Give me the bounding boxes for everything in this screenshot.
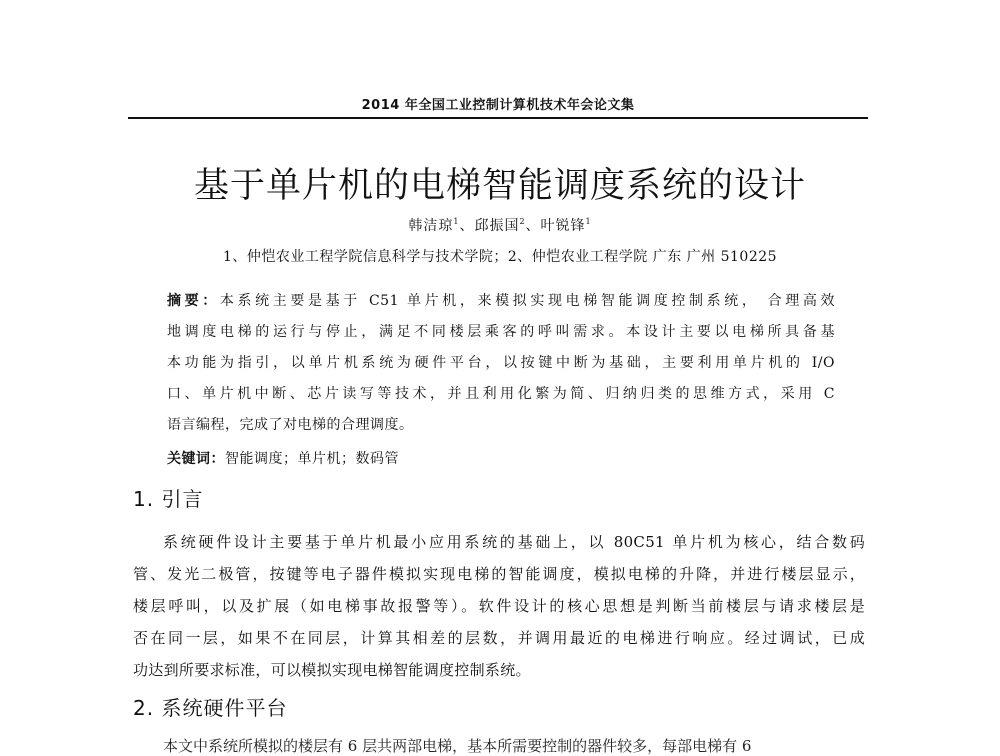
author-affil-mark: 1 [585,217,592,226]
paper-title: 基于单片机的电梯智能调度系统的设计 [193,166,806,206]
keywords-label: 关键词： [167,451,225,467]
abstract-line: 本功能为指引，以单片机系统为硬件平台，以按键中断为基础，主要利用单片机的 I/O [167,355,835,371]
author-list [100,215,900,235]
author-affil-mark: 1 [453,217,460,226]
abstract-line: 口、单片机中断、芯片读写等技术，并且利用化繁为简、归纳归类的思维方式，采用 C [167,386,835,402]
abstract-line [167,290,835,310]
body-line: 功达到所要求标准，可以模拟实现电梯智能调度控制系统。 [133,661,531,679]
header-rule [128,117,868,119]
abstract-text: 本系统主要是基于 C51 单片机，来模拟实现电梯智能调度控制系统， 合理高效 [219,293,835,309]
author-name: 邱振国 [474,218,520,234]
body-line-cutoff: 本文中系统所模拟的楼层有 6 层共两部电梯，基本所需要控制的器件较多，每部电梯有 6 [163,737,752,755]
keywords-text: 智能调度；单片机；数码管 [225,451,399,467]
author-name: 叶锐锋 [540,218,586,234]
running-header: 2014 年全国工业控制计算机技术年会论文集 [361,98,635,113]
author-separator: 、 [525,218,541,234]
body-line: 管、发光二极管，按键等电子器件模拟实现电梯的智能调度，模拟电梯的升降，并进行楼层显示， [133,565,865,583]
section-heading: 1. 引言 [133,487,204,511]
abstract-line: 地调度电梯的运行与停止，满足不同楼层乘客的呼叫需求。本设计主要以电梯所具备基 [167,324,835,340]
keywords-line [167,448,399,468]
abstract-line: 语言编程，完成了对电梯的合理调度。 [167,417,414,433]
affiliation: 1、仲恺农业工程学院信息科学与技术学院；2、仲恺农业工程学院 广东 广州 510225 [222,249,778,265]
body-line: 楼层呼叫，以及扩展（如电梯事故报警等）。软件设计的核心思想是判断当前楼层与请求楼层是 [133,597,865,615]
body-line: 否在同一层，如果不在同层，计算其相差的层数，并调用最近的电梯进行响应。经过调试，已成 [133,629,865,647]
abstract-label: 摘要： [167,293,220,309]
author-separator: 、 [459,218,475,234]
author-name: 韩洁琼 [408,218,454,234]
section-heading: 2. 系统硬件平台 [133,696,288,720]
body-line: 系统硬件设计主要基于单片机最小应用系统的基础上，以 80C51 单片机为核心，结合数码 [163,533,865,551]
author-affil-mark: 2 [519,217,526,226]
